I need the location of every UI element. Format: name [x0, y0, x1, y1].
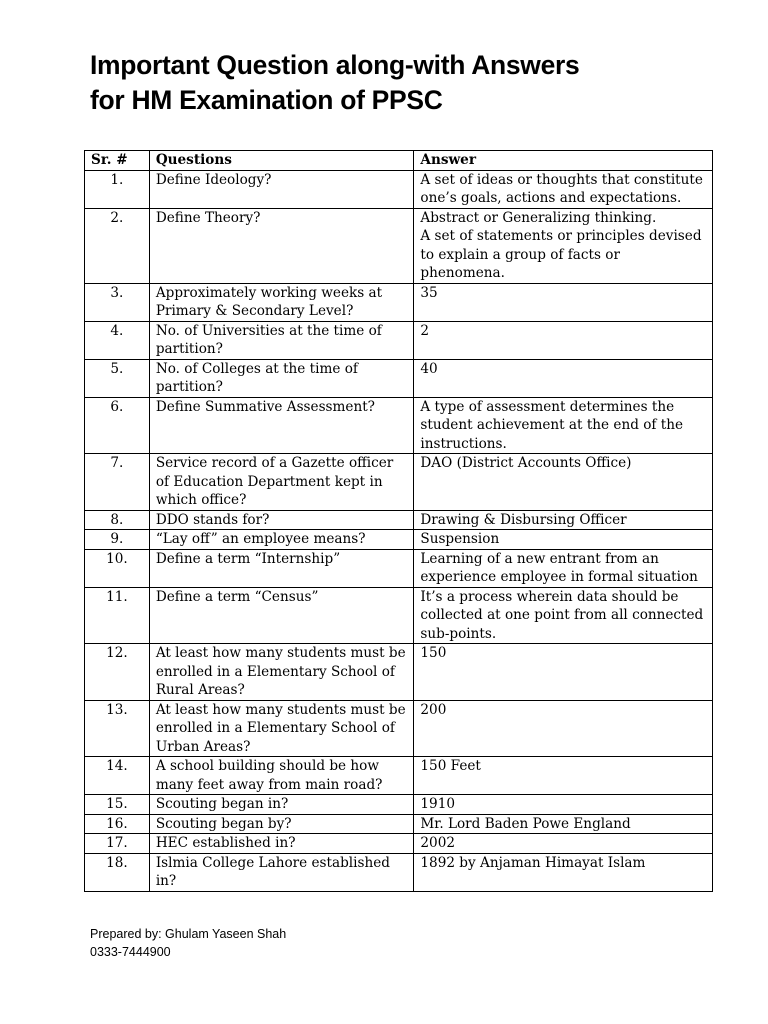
row-sr-number: 17. — [85, 834, 150, 854]
answer-line: It’s a process wherein data should be collected at one point from all connected sub-points. — [420, 588, 704, 642]
row-sr-number: 9. — [85, 530, 150, 550]
prepared-by: Prepared by: Ghulam Yaseen Shah — [90, 927, 287, 941]
table-row — [85, 397, 713, 454]
row-answer — [414, 208, 713, 283]
table-header-row — [85, 151, 713, 171]
footer — [90, 925, 286, 961]
row-sr-number: 3. — [85, 283, 150, 321]
answer-line: 40 — [420, 360, 438, 377]
row-answer — [414, 510, 713, 530]
row-question: At least how many students must be enrolled in a Elementary School of Rural Areas? — [149, 644, 414, 701]
answer-line: 200 — [420, 701, 447, 718]
table-row — [85, 359, 713, 397]
table-row — [85, 757, 713, 795]
header-sr: Sr. # — [85, 151, 150, 171]
row-answer — [414, 644, 713, 701]
row-sr-number: 8. — [85, 510, 150, 530]
row-answer — [414, 834, 713, 854]
row-answer — [414, 321, 713, 359]
phone-number: 0333-7444900 — [90, 945, 171, 959]
row-answer — [414, 283, 713, 321]
row-answer — [414, 454, 713, 511]
row-question: Islmia College Lahore established in? — [149, 853, 414, 891]
row-question: No. of Colleges at the time of partition? — [149, 359, 414, 397]
table-row — [85, 700, 713, 757]
row-sr-number: 11. — [85, 587, 150, 644]
row-sr-number: 7. — [85, 454, 150, 511]
table-body — [85, 170, 713, 891]
row-sr-number: 14. — [85, 757, 150, 795]
row-answer — [414, 530, 713, 550]
row-answer — [414, 853, 713, 891]
row-answer — [414, 587, 713, 644]
answer-line: Learning of a new entrant from an experience employee in formal situation — [420, 550, 698, 585]
row-answer — [414, 359, 713, 397]
answer-line: 2 — [420, 322, 430, 339]
answer-line: Abstract or Generalizing thinking. — [420, 209, 657, 226]
table-row — [85, 283, 713, 321]
row-question: Scouting began in? — [149, 795, 414, 815]
table-row — [85, 834, 713, 854]
answer-line: 150 Feet — [420, 758, 481, 774]
header-questions: Questions — [149, 151, 414, 171]
answer-line: 2002 — [420, 835, 455, 851]
row-answer — [414, 795, 713, 815]
table-row — [85, 814, 713, 834]
answer-line: Drawing & Disbursing Officer — [420, 511, 627, 528]
document-title — [90, 48, 717, 118]
table-row — [85, 853, 713, 891]
row-question: Approximately working weeks at Primary & Secondary Level? — [149, 283, 414, 321]
table-row — [85, 454, 713, 511]
answer-line: 1910 — [420, 796, 455, 812]
questions-table — [84, 150, 713, 892]
row-question: At least how many students must be enrolled in a Elementary School of Urban Areas? — [149, 700, 414, 757]
row-answer — [414, 700, 713, 757]
row-answer — [414, 397, 713, 454]
table-row — [85, 170, 713, 208]
row-question: A school building should be how many feet away from main road? — [149, 757, 414, 795]
answer-line: Mr. Lord Baden Powe England — [420, 815, 631, 832]
row-question: HEC established in? — [149, 834, 414, 854]
table-row — [85, 530, 713, 550]
row-question: Define a term “Census” — [149, 587, 414, 644]
table-row — [85, 587, 713, 644]
row-question: Scouting began by? — [149, 814, 414, 834]
row-answer — [414, 757, 713, 795]
header-answer: Answer — [414, 151, 713, 171]
row-question: DDO stands for? — [149, 510, 414, 530]
title-line-1: Important Question along-with Answers — [90, 50, 580, 80]
row-answer — [414, 549, 713, 587]
answer-line: Suspension — [420, 531, 500, 547]
row-sr-number: 12. — [85, 644, 150, 701]
answer-line: A set of statements or principles devised to explain a group of facts or phenomena. — [420, 228, 702, 281]
row-question: “Lay off” an employee means? — [149, 530, 414, 550]
table-row — [85, 644, 713, 701]
row-sr-number: 15. — [85, 795, 150, 815]
row-answer — [414, 814, 713, 834]
table-row — [85, 208, 713, 283]
row-question: Service record of a Gazette officer of Education Department kept in which office? — [149, 454, 414, 511]
row-sr-number: 18. — [85, 853, 150, 891]
answer-line: 1892 by Anjaman Himayat Islam — [420, 854, 646, 871]
answer-line: A set of ideas or thoughts that constitute one’s goals, actions and expectations. — [420, 171, 703, 206]
row-sr-number: 4. — [85, 321, 150, 359]
row-sr-number: 1. — [85, 170, 150, 208]
answer-line: DAO (District Accounts Office) — [420, 455, 632, 471]
row-question: Define Summative Assessment? — [149, 397, 414, 454]
row-sr-number: 10. — [85, 549, 150, 587]
row-question: Define Theory? — [149, 208, 414, 283]
row-question: Define a term “Internship” — [149, 549, 414, 587]
row-answer — [414, 170, 713, 208]
row-question: Define Ideology? — [149, 170, 414, 208]
table-row — [85, 510, 713, 530]
row-sr-number: 13. — [85, 700, 150, 757]
answer-line: 35 — [420, 284, 438, 301]
answer-line: A type of assessment determines the student achievement at the end of the instructions. — [420, 398, 684, 452]
row-sr-number: 2. — [85, 208, 150, 283]
row-sr-number: 5. — [85, 359, 150, 397]
answer-line: 150 — [420, 645, 447, 661]
table-row — [85, 549, 713, 587]
table-row — [85, 795, 713, 815]
table-row — [85, 321, 713, 359]
row-sr-number: 6. — [85, 397, 150, 454]
title-line-2: for HM Examination of PPSC — [90, 85, 443, 115]
row-question: No. of Universities at the time of partition? — [149, 321, 414, 359]
row-sr-number: 16. — [85, 814, 150, 834]
